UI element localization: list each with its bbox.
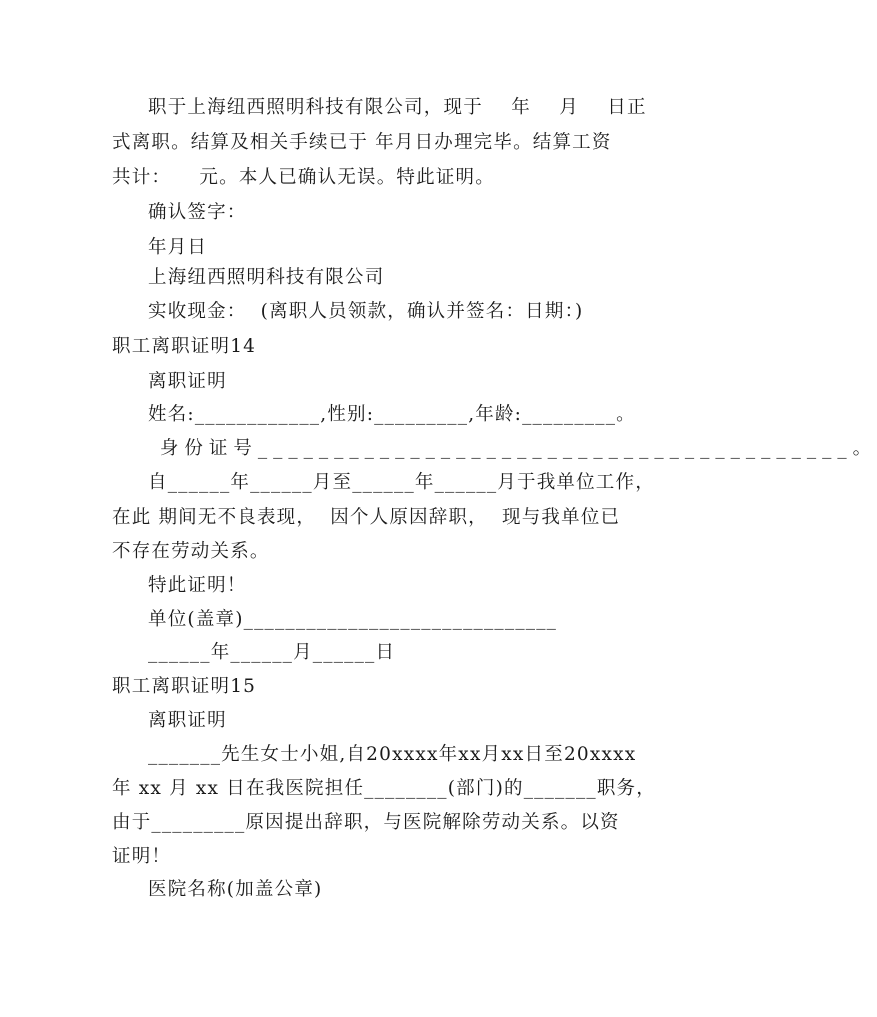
paragraph-line: 式离职。结算及相关手续已于 年月日办理完毕。结算工资	[112, 132, 612, 153]
certificate-title: 离职证明	[148, 371, 227, 392]
certificate-title: 离职证明	[148, 710, 227, 731]
personal-info-line: 姓名:____________,性别:_________,年龄:_________。	[148, 404, 636, 425]
hospital-seal-line: 医院名称(加盖公章)	[148, 879, 323, 900]
paragraph-line: 在此 期间无不良表现， 因个人原因辞职， 现与我单位已	[112, 507, 621, 528]
paragraph-line: 由于_________原因提出辞职，与医院解除劳动关系。以资	[112, 812, 620, 833]
signature-label: 确认签字：	[148, 202, 247, 223]
closing-line: 特此证明！	[148, 575, 247, 596]
section-heading: 职工离职证明14	[112, 336, 257, 357]
paragraph-line: 自______年______月至______年______月于我单位工作，	[148, 472, 655, 493]
cash-received-line: 实收现金： (离职人员领款，确认并签名：日期：)	[148, 301, 584, 322]
company-name: 上海纽西照明科技有限公司	[148, 267, 385, 288]
id-number-line: 身份证号_______________________________________。	[148, 438, 877, 459]
paragraph-line: 职于上海纽西照明科技有限公司，现于 年 月 日正	[148, 97, 647, 118]
unit-seal-line: 单位(盖章)______________________________	[148, 609, 558, 630]
date-line: 年月日	[148, 237, 208, 258]
paragraph-line: 年 xx 月 xx 日在我医院担任________(部门)的_______职务，	[112, 778, 656, 799]
paragraph-line: 证明！	[112, 846, 172, 867]
section-heading: 职工离职证明15	[112, 676, 257, 697]
paragraph-line: 共计： 元。本人已确认无误。特此证明。	[112, 167, 495, 188]
paragraph-line: 不存在劳动关系。	[112, 541, 270, 562]
paragraph-line: _______先生女士小姐,自20xxxx年xx月xx日至20xxxx	[148, 744, 637, 765]
date-blank-line: ______年______月______日	[148, 642, 396, 663]
